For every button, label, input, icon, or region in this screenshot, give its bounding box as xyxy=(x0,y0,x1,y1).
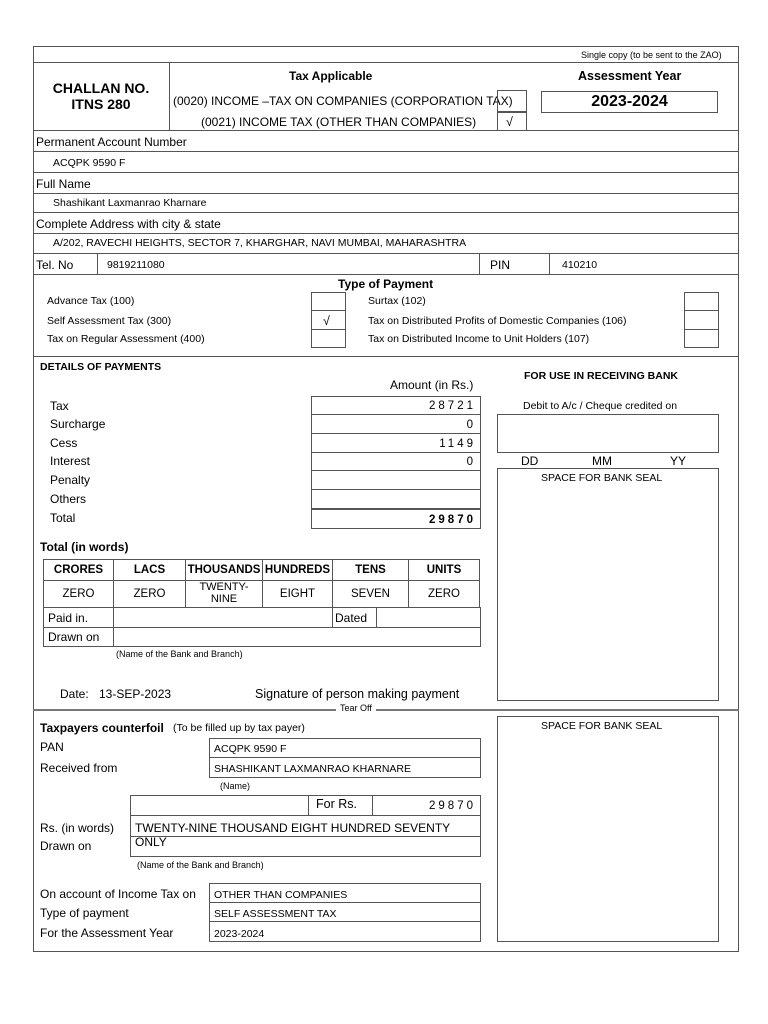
tax-option-companies: (0020) INCOME –TAX ON COMPANIES (CORPORATION TAX) xyxy=(173,94,513,108)
words-header-lacs: LACS xyxy=(113,559,186,581)
words-header-thousands: THOUSANDS xyxy=(185,559,263,581)
words-value-lacs: ZERO xyxy=(113,580,186,608)
distributed-income-label: Tax on Distributed Income to Unit Holders (107) xyxy=(368,333,590,345)
words-header-hundreds: HUNDREDS xyxy=(262,559,333,581)
words-header-tens: TENS xyxy=(332,559,409,581)
tax-option-other: (0021) INCOME TAX (OTHER THAN COMPANIES) xyxy=(201,115,477,129)
check-mark-icon: √ xyxy=(506,115,513,129)
cf-account-label: On account of Income Tax on xyxy=(40,887,196,901)
distributed-profits-checkbox[interactable] xyxy=(684,310,719,330)
self-assessment-label: Self Assessment Tax (300) xyxy=(47,315,172,327)
full-name-value: Shashikant Laxmanrao Kharnare xyxy=(53,197,207,209)
cf-bank-branch-note: (Name of the Bank and Branch) xyxy=(137,860,264,870)
penalty-row-label: Penalty xyxy=(50,473,91,487)
bank-branch-note: (Name of the Bank and Branch) xyxy=(116,649,243,659)
interest-amount: 0 xyxy=(311,452,481,471)
pin-label: PIN xyxy=(490,258,511,272)
interest-row-label: Interest xyxy=(50,454,91,468)
drawn-on-label: Drawn on xyxy=(48,630,100,644)
pin-value: 410210 xyxy=(562,259,598,271)
cess-amount: 1149 xyxy=(311,433,481,453)
surcharge-row-label: Surcharge xyxy=(50,417,106,431)
paid-in-field[interactable] xyxy=(114,608,331,627)
cf-rs-words-value: TWENTY-NINE THOUSAND EIGHT HUNDRED SEVENTY ONLY xyxy=(130,815,481,837)
tear-off-label: Tear Off xyxy=(336,704,376,713)
cf-for-rs-value: 29870 xyxy=(429,800,476,812)
tax-applicable-heading: Tax Applicable xyxy=(289,69,373,83)
dated-field[interactable] xyxy=(377,608,480,627)
words-value-tens: SEVEN xyxy=(332,580,409,608)
cess-row-label: Cess xyxy=(50,436,78,450)
cf-received-label: Received from xyxy=(40,761,118,775)
debit-label: Debit to A/c / Cheque credited on xyxy=(523,400,678,412)
words-value-hundreds: EIGHT xyxy=(262,580,333,608)
total-in-words-label: Total (in words) xyxy=(40,540,129,554)
others-amount xyxy=(311,489,481,509)
tax-amount: 28721 xyxy=(311,396,481,415)
cf-year-label: For the Assessment Year xyxy=(40,926,174,940)
yy-label: YY xyxy=(670,454,687,468)
cf-bank-seal-box xyxy=(497,716,719,942)
words-header-crores: CRORES xyxy=(43,559,114,581)
cf-name-note: (Name) xyxy=(220,781,251,791)
receiving-bank-heading: FOR USE IN RECEIVING BANK xyxy=(524,370,679,382)
cf-year-value: 2023-2024 xyxy=(209,921,481,942)
distributed-income-checkbox[interactable] xyxy=(684,329,719,348)
cf-drawn-on-label: Drawn on xyxy=(40,839,92,853)
dated-label: Dated xyxy=(335,611,368,625)
cf-drawn-on-field[interactable] xyxy=(130,836,481,857)
pan-value: ACQPK 9590 F xyxy=(53,157,126,169)
cf-type-label: Type of payment xyxy=(40,906,129,920)
pan-label: Permanent Account Number xyxy=(36,135,187,149)
dd-label: DD xyxy=(521,454,539,468)
tax-option-companies-checkbox[interactable] xyxy=(497,90,527,112)
tel-label: Tel. No xyxy=(36,258,74,272)
cf-bank-seal-label: SPACE FOR BANK SEAL xyxy=(541,720,663,732)
words-value-units: ZERO xyxy=(408,580,480,608)
drawn-on-field[interactable] xyxy=(114,628,480,646)
challan-line-1: CHALLAN NO. xyxy=(52,80,150,96)
details-heading: DETAILS OF PAYMENTS xyxy=(40,361,162,373)
words-value-crores: ZERO xyxy=(43,580,114,608)
signature-label: Signature of person making payment xyxy=(255,687,460,701)
cf-account-value: OTHER THAN COMPANIES xyxy=(209,883,481,903)
challan-line-2: ITNS 280 xyxy=(71,96,131,112)
bank-seal-box xyxy=(497,468,719,701)
advance-tax-label: Advance Tax (100) xyxy=(47,295,135,307)
mm-label: MM xyxy=(592,454,612,468)
cf-received-value: SHASHIKANT LAXMANRAO KHARNARE xyxy=(209,757,481,778)
assessment-year-value: 2023-2024 xyxy=(541,91,718,113)
date-value: 13-SEP-2023 xyxy=(99,687,172,701)
amount-header: Amount (in Rs.) xyxy=(390,378,474,392)
counterfoil-subtitle: (To be filled up by tax payer) xyxy=(173,722,305,734)
cf-rs-words-label: Rs. (in words) xyxy=(40,821,115,835)
regular-assessment-checkbox[interactable] xyxy=(311,329,346,348)
surtax-checkbox[interactable] xyxy=(684,292,719,311)
date-label: Date: xyxy=(60,687,89,701)
counterfoil-title: Taxpayers counterfoil xyxy=(40,721,164,735)
regular-assessment-label: Tax on Regular Assessment (400) xyxy=(47,333,205,345)
others-row-label: Others xyxy=(50,492,87,506)
cf-pan-value: ACQPK 9590 F xyxy=(209,738,481,758)
cf-pan-label: PAN xyxy=(40,740,64,754)
tear-off-line xyxy=(33,709,739,711)
challan-title xyxy=(33,80,169,112)
tel-value: 9819211080 xyxy=(107,259,165,271)
debit-field[interactable] xyxy=(497,414,719,453)
surcharge-amount: 0 xyxy=(311,414,481,434)
address-label: Complete Address with city & state xyxy=(36,217,221,231)
penalty-amount xyxy=(311,470,481,490)
cf-for-rs-label: For Rs. xyxy=(316,797,357,811)
type-of-payment-heading: Type of Payment xyxy=(338,277,434,291)
words-header-units: UNITS xyxy=(408,559,480,581)
words-value-thousands-text: TWENTY-NINE xyxy=(199,581,249,605)
surtax-label: Surtax (102) xyxy=(368,295,426,307)
advance-tax-checkbox[interactable] xyxy=(311,292,346,311)
bank-seal-label: SPACE FOR BANK SEAL xyxy=(541,472,663,484)
address-value: A/202, RAVECHI HEIGHTS, SECTOR 7, KHARGHAR, NAVI MUMBAI, MAHARASHTRA xyxy=(53,237,467,249)
paid-in-label: Paid in. xyxy=(48,611,89,625)
full-name-label: Full Name xyxy=(36,177,91,191)
cf-type-value: SELF ASSESSMENT TAX xyxy=(209,902,481,922)
distributed-profits-label: Tax on Distributed Profits of Domestic Companies (106) xyxy=(368,315,627,327)
total-amount: 29870 xyxy=(311,508,481,529)
tax-row-label: Tax xyxy=(50,399,69,413)
check-mark-icon: √ xyxy=(323,314,330,328)
words-value-thousands xyxy=(185,580,263,608)
assessment-year-label: Assessment Year xyxy=(578,69,682,83)
single-copy-note: Single copy (to be sent to the ZAO) xyxy=(581,50,722,60)
total-row-label: Total xyxy=(50,511,76,525)
